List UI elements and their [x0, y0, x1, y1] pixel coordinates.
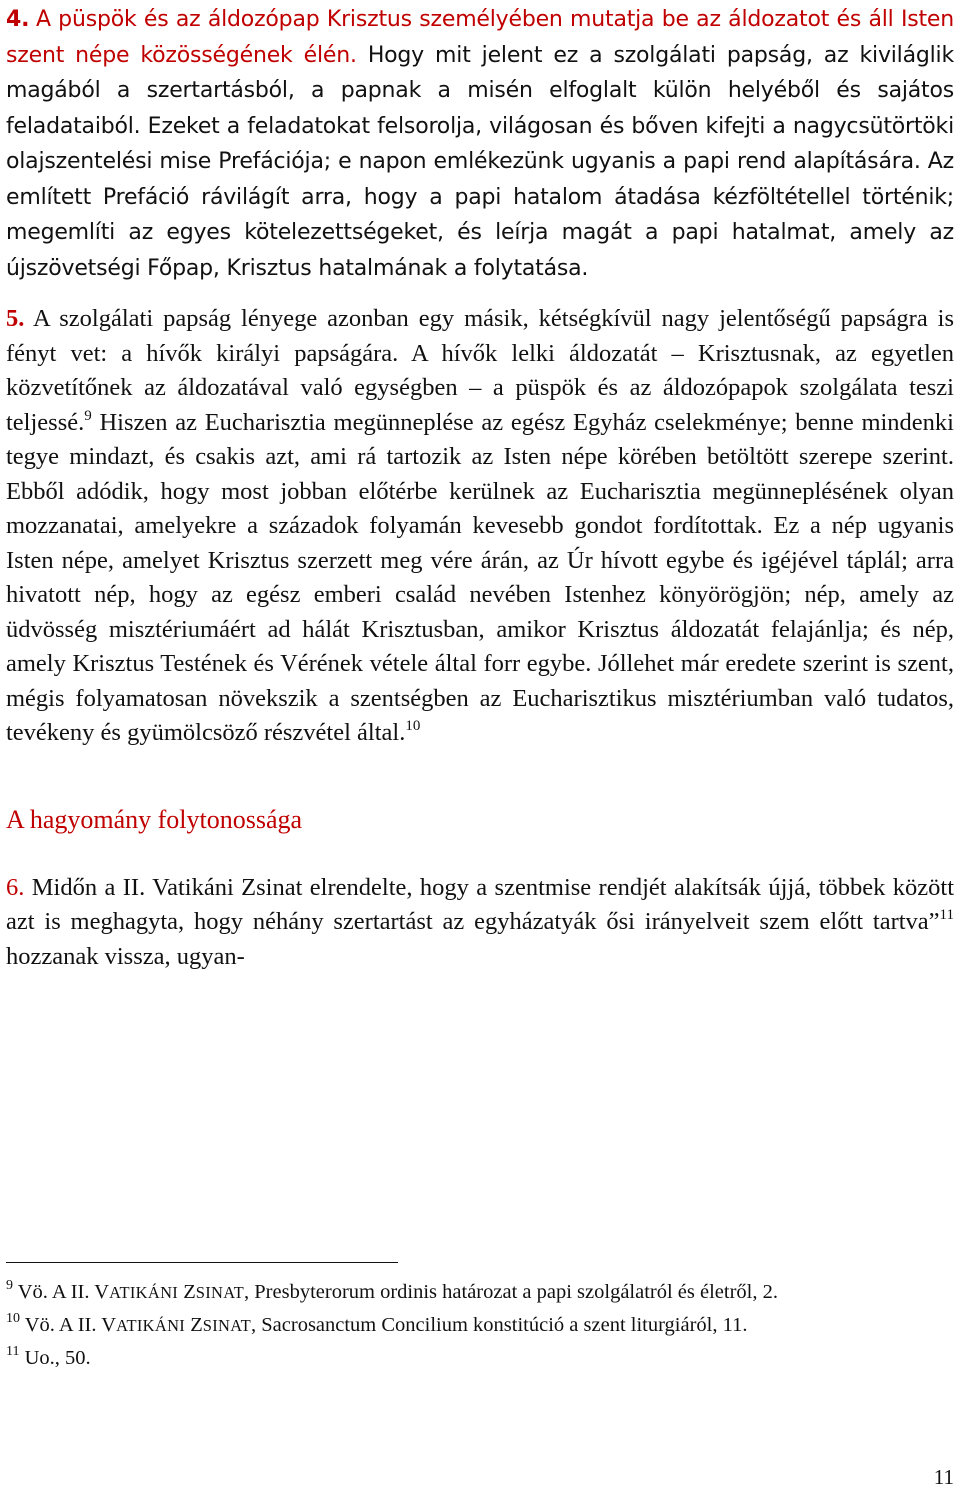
paragraph-6 [6, 871, 954, 975]
footnote-text: Z [185, 1314, 203, 1336]
paragraph-text: Hogy mit jelent ez a szolgálati papság, az kiviláglik magából a szertartásból, a papnak a misén elfoglalt külön helyéből és sajátos feladataiból. Ezeket a feladatokat felsorolja, világosan és bőven kifejti a nagycsütörtöki olajszentelési mise Prefációja; e napon emlékezünk ugyanis a papi rend alapítására. Az említett Prefáció rávilágít arra, hogy a papi hatalom átadása kézföltétellel történik; megemlíti az egyes kötelezettségeket, és leírja magát a papi hatalmat, amely az újszövetségi Főpap, Krisztus hatalmának a folytatása. [6, 42, 954, 281]
page-body [6, 2, 954, 974]
paragraph-5 [6, 302, 954, 751]
footnote-text: Uo., 50. [19, 1347, 91, 1369]
footnote-ref[interactable]: 9 [84, 407, 92, 424]
footnote-number: 10 [6, 1311, 20, 1326]
paragraph-4 [6, 2, 954, 286]
footnote-smallcaps: ATIKÁNI [116, 1316, 186, 1335]
footnote-number: 11 [6, 1344, 20, 1359]
footnotes [6, 1276, 936, 1374]
section-heading: A hagyomány folytonossága [6, 804, 303, 834]
footnote-11 [6, 1342, 936, 1374]
paragraph-text: A szolgálati papság lényege azonban egy másik, kétségkívül nagy jelentőségű papságra is fényt vet: a hívők királyi papságára. A hívők lelki áldozatát – Krisztusnak, az egyetlen közvetítőnek az áldozatával való egységben – a püspök és az áldozópapok szolgálata teszi teljessé. [6, 305, 954, 436]
footnote-text: Vö. A II. V [13, 1281, 110, 1303]
footnote-text: Z [178, 1281, 196, 1303]
paragraph-text: Midőn a II. Vatikáni Zsinat elrendelte, hogy a szentmise rendjét alakítsák újjá, többek között azt is meghagyta, hogy néhány szertartást az egyházatyák ősi irányelveit szem előtt tartva” [6, 873, 954, 935]
paragraph-text: hozzanak vissza, ugyan- [6, 942, 245, 970]
paragraph-text: Hiszen az Eucharisztia megünneplése az egész Egyház cselekménye; benne mindenki tegye mindazt, és csakis azt, ami rá tartozik az Isten népe körében betöltött szerepe szerint. Ebből adódik, hogy most jobban előtérbe kerülnek az Eucharisztia megünneplésének olyan mozzanatai, amelyekre a századok folyamán kevesebb gondot fordítottak. Ez a nép ugyanis Isten népe, amelyet Krisztus szerzett meg vére árán, az Úr hívott egybe és igéjével táplál; arra hivatott nép, hogy az egész emberi család nevében Istenhez könyörögjön; nép, amely az üdvösség misztériumáért ad hálát Krisztusban, amikor Krisztus áldozatát felajánlja; és nép, amely Krisztus Testének és Vérének vétele által forr egybe. Jóllehet már eredete szerint is szent, mégis folyamatosan növekszik a szentségben az Eucharisztikus misztériumban való tudatos, tevékeny és gyümölcsöző részvétel által. [6, 408, 954, 746]
footnote-ref[interactable]: 10 [405, 718, 421, 734]
footnote-smallcaps: ATIKÁNI [109, 1283, 179, 1302]
footnote-text: , Sacrosanctum Concilium konstitúció a szent liturgiáról, 11. [251, 1314, 748, 1336]
footnote-10 [6, 1309, 936, 1342]
footnote-smallcaps: SINAT [202, 1316, 252, 1335]
footnote-ref[interactable]: 11 [939, 907, 954, 923]
footnote-number: 9 [6, 1278, 13, 1293]
paragraph-number: 6. [6, 873, 25, 901]
footnote-9 [6, 1276, 936, 1309]
footnote-text: , Presbyterorum ordinis határozat a papi szolgálatról és életről, 2. [244, 1281, 778, 1303]
paragraph-number: 4. [6, 7, 30, 32]
page-number: 11 [933, 1465, 954, 1489]
paragraph-number: 5. [6, 305, 25, 332]
paragraph-highlight: A püspök és az áldozópap Krisztus személyében mutatja be az áldozatot és áll Isten szent népe közösségének élén. [6, 7, 954, 68]
footnote-separator [6, 1262, 398, 1263]
footnote-smallcaps: SINAT [195, 1283, 245, 1302]
footnote-text: Vö. A II. V [20, 1314, 117, 1336]
